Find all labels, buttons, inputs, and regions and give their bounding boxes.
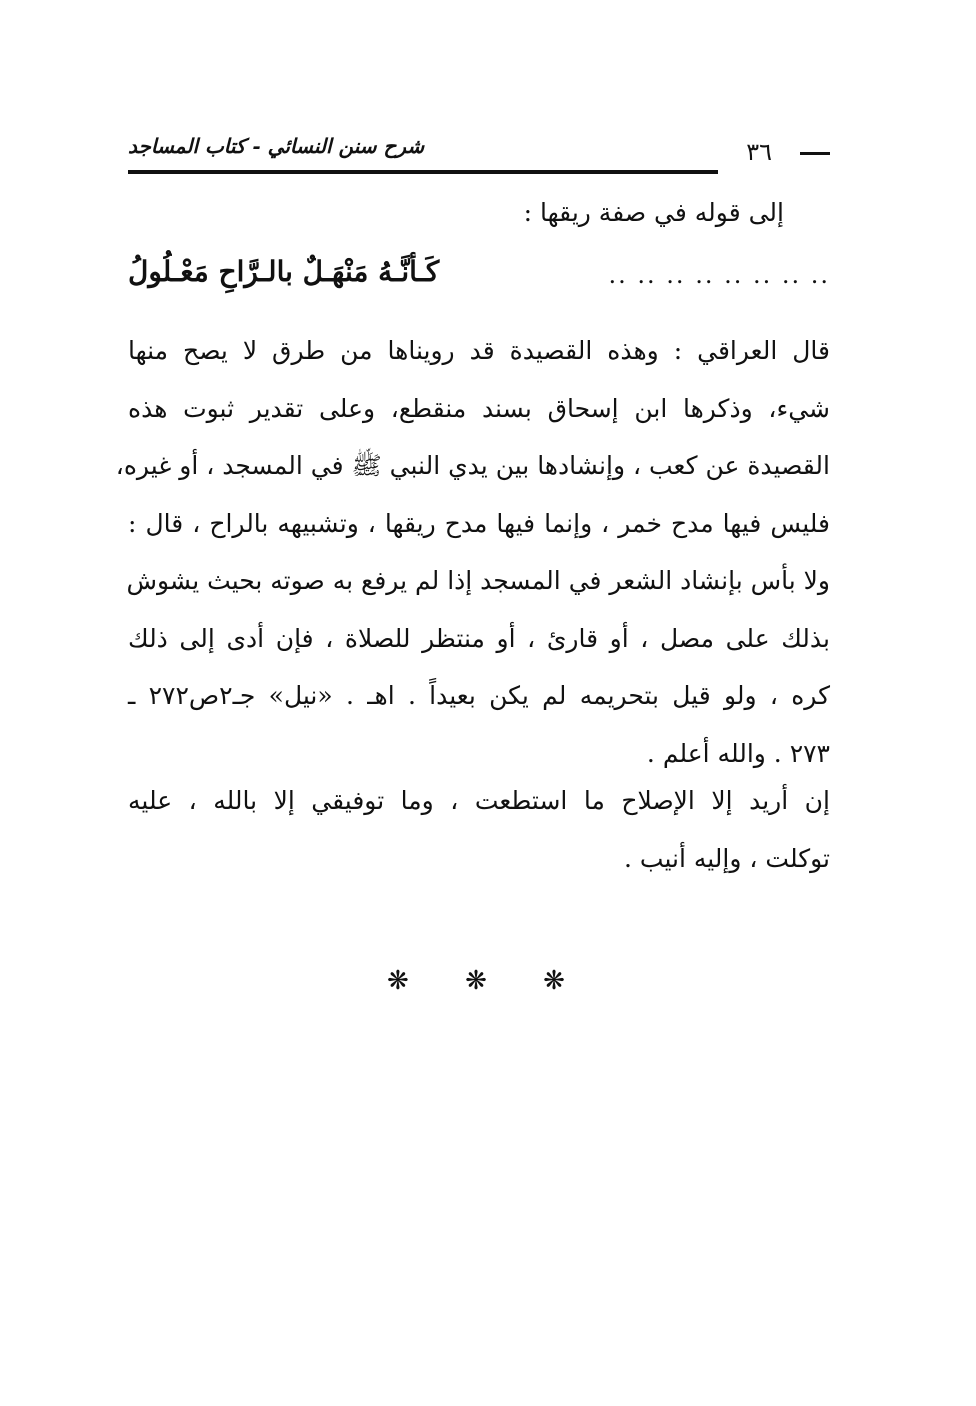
text-line: توكلت ، وإليه أنيب . [624,843,830,873]
text-line: قال العراقي : وهذه القصيدة قد رويناها من طرق لا يصح منها [128,336,830,365]
poetry-verse [128,255,830,305]
intro-line: إلى قوله في صفة ريقها : [523,198,784,227]
text-line: شيء، وذكرها ابن إسحاق بسند منقطع، وعلى تقدير ثبوت هذه [128,393,830,423]
text-line: ٢٧٣ . والله أعلم . [646,738,830,768]
paragraph-iraqi-quote [115,322,830,782]
running-title: شرح سنن النسائي - كتاب المساجد [128,134,425,158]
verse-first-hemistich-dots: .. .. .. .. .. .. .. .. [608,261,830,289]
text-line: فليس فيها مدح خمر ، وإنما فيها مدح ريقها ، وتشبيهه بالراح ، قال : [128,508,830,538]
text-line: القصيدة عن كعب ، وإنشادها بين يدي النبي ﷺ في المسجد ، أو غيره، [115,451,830,480]
header-dash [800,152,830,155]
page-header [128,128,830,176]
text-line: بذلك على مصل ، أو قارئ ، أو منتظر للصلاة ، فإن أدى إلى ذلك [128,623,830,653]
text-line: كره ، ولو قيل بتحريمه لم يكن بعيداً . اهـ . «نيل» جـ٢ص٢٧٢ ـ [128,681,830,710]
header-rule [128,170,718,174]
paragraph-closing [128,772,830,887]
verse-second-hemistich: كَـأنَّـهُ مَنْهَـلٌ بالـرَّاحِ مَعْـلُولُ [128,255,440,288]
page-number: ٣٦ [746,138,772,166]
section-ornament: ❋ ❋ ❋ [387,966,589,996]
text-line: إن أريد إلا الإصلاح ما استطعت ، وما توفيقي إلا بالله ، عليه [128,786,830,815]
text-line: ولا بأس بإنشاد الشعر في المسجد إذا لم يرفع به صوته بحيث يشوش [126,566,830,595]
